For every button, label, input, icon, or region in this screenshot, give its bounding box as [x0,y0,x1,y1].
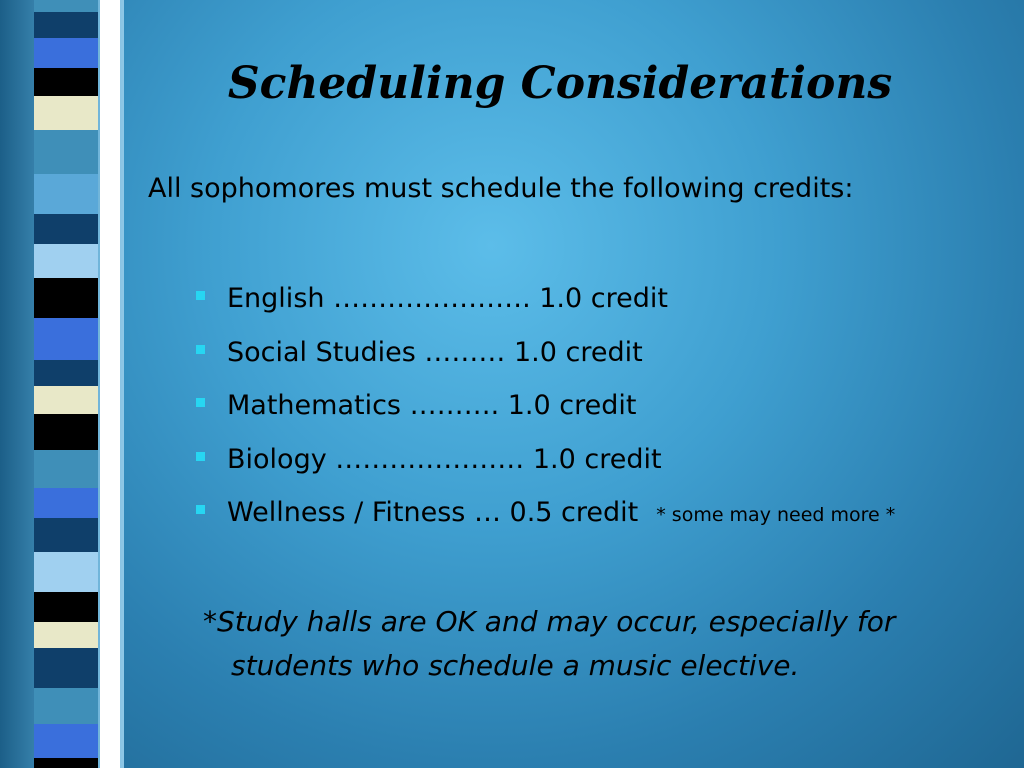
credit-item-text: Social Studies ……… 1.0 credit [227,336,643,368]
credit-item-english [196,280,895,334]
slide-title: Scheduling Considerations [227,58,893,109]
left-white-strip [100,0,120,768]
square-bullet-icon [196,398,205,407]
study-hall-footnote: *Study halls are OK and may occur, especially for students who schedule a music elective. [203,605,896,682]
stripe-block [34,0,98,12]
stripe-block [34,724,98,758]
credits-list [196,280,895,548]
stripe-block [34,414,98,450]
credit-item-text: Wellness / Fitness … 0.5 credit [227,497,639,528]
stripe-block [34,592,98,622]
stripe-block [34,38,98,68]
stripe-block [34,688,98,724]
square-bullet-icon [196,452,205,461]
stripe-block [34,244,98,278]
square-bullet-icon [196,505,205,514]
stripe-block [34,214,98,244]
credit-item-social-studies [196,334,895,388]
striped-column-decoration [34,0,98,768]
stripe-block [34,68,98,96]
credit-item-text: English …………………. 1.0 credit [227,283,668,314]
stripe-block [34,360,98,386]
stripe-block [34,552,98,592]
stripe-block [34,96,98,130]
stripe-block [34,318,98,360]
stripe-block [34,386,98,414]
stripe-block [34,648,98,688]
square-bullet-icon [196,345,205,354]
stripe-block [34,622,98,648]
stripe-block [34,450,98,488]
stripe-block [34,278,98,318]
stripe-block [34,488,98,518]
square-bullet-icon [196,291,205,300]
credit-item-text: Mathematics ………. 1.0 credit [227,390,637,421]
stripe-block [34,174,98,214]
credit-item-wellness-fitness [196,494,895,548]
credit-item-biology [196,441,895,495]
stripe-block [34,12,98,38]
stripe-block [34,758,98,768]
stripe-block [34,518,98,552]
intro-text: All sophomores must schedule the following credits: [148,173,854,204]
credit-item-note: * some may need more * [656,504,896,526]
stripe-block [34,130,98,174]
credit-item-text: Biology ………………… 1.0 credit [227,443,662,475]
credit-item-mathematics [196,387,895,441]
